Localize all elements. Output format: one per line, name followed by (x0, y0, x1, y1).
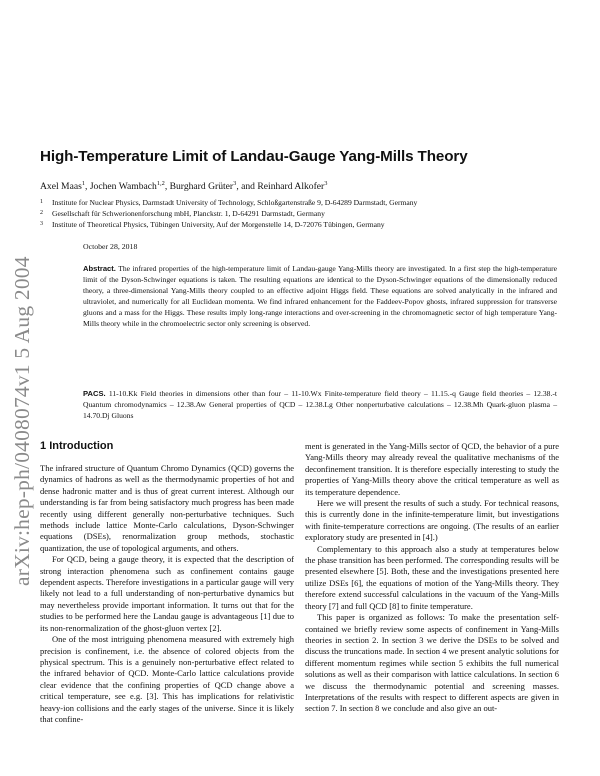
affiliation-list (40, 197, 560, 231)
paragraph: Here we will present the results of such a study. For technical reasons, this is currently done in the infinite-temperature limit, but investigations with finite-temperature corrections are ongoing. (The results of an earlier exploratory study are presented in [4].) (305, 498, 559, 543)
paragraph: ment is generated in the Yang-Mills sector of QCD, the behavior of a pure Yang-Mills theory may already reveal the qualitative mechanisms of the deconfinement transition. It is therefore especially interesting to study the properties of Yang-Mills theory above the critical temperature as well as its temperature dependence. (305, 441, 559, 497)
author: Burghard Grüter$^3$, and (169, 180, 258, 193)
abstract (83, 264, 557, 329)
paragraph: Complementary to this approach also a study at temperatures below the phase transition has been performed. The corresponding results will be presented elsewhere [5]. Both, these and the investigations presented here utilize DSEs [6], the equations of motion of the Yang-Mills theory. They therefore extend successful calculations in the vacuum of the Yang-Mills theory [7] and full QCD [8] to finite temperature. (305, 543, 559, 611)
author: Axel Maas$^1$, (40, 180, 90, 193)
affiliation: 3 Institute of Theoretical Physics, Tübingen University, Auf der Morgenstelle 14, D-72076 Tübingen, Germany (40, 220, 385, 230)
pacs-codes (83, 389, 557, 422)
arxiv-identifier: arXiv:hep-ph/0408074v1 5 Aug 2004 (10, 256, 34, 586)
left-column (40, 463, 294, 725)
paragraph: One of the most intriguing phenomena measured with extremely high precision is confinement, i.e. the absence of colored objects from the physical spectrum. This is a genuinely non-perturbative effect related to the infrared behavior of QCD. Monte-Carlo lattice calculations provide clear evidence that the confining properties of QCD change above a critical temperature, see e.g. [3]. This has implications for relativistic heavy-ion collisions and the early stages of the universe. Since it is likely that confine- (40, 634, 294, 724)
section-heading: 1 Introduction (40, 440, 114, 452)
pacs-text: 11-10.Kk Field theories in dimensions other than four – 11-10.Wx Finite-temperature field theory – 11.15.-q Gauge field theories – 12.38.-t Quantum chromodynamics – 12.38.Aw General properties of QCD – 12.38.Lg Other nonperturbative calculations – 12.38.Mh Quark-gluon plasma – 14.70.Dj Gluons (83, 389, 557, 420)
arxiv-sidebar-stamp (4, 200, 44, 590)
paper-title: High-Temperature Limit of Landau-Gauge Yang-Mills Theory (40, 148, 468, 165)
abstract-label: Abstract. (83, 264, 116, 273)
paper-date: October 28, 2018 (83, 242, 138, 251)
paragraph: The infrared structure of Quantum Chromo Dynamics (QCD) governs the dynamics of hadrons as well as the thermodynamic properties of hot and dense hadronic matter and is thus of great current interest. Although our understanding is far from being satisfactory much progress has been made recently using different generally non-perturbative techniques. Such methods include lattice Monte-Carlo calculations, Dyson-Schwinger equations (DSEs), renormalization group methods, stochastic quantization, the use of topological arguments, and others. (40, 463, 294, 553)
affiliation: 2 Gesellschaft für Schwerionenforschung mbH, Planckstr. 1, D-64291 Darmstadt, Germany (40, 209, 325, 219)
author: Jochen Wambach$^{1,2}$, (89, 180, 170, 193)
pacs-label: PACS. (83, 389, 106, 398)
affiliation: 1 Institute for Nuclear Physics, Darmstadt University of Technology, Schloßgartenstraße 9, D-64289 Darmstadt, Germany (40, 198, 418, 207)
paragraph: This paper is organized as follows: To make the presentation self-contained we briefly review some aspects of confinement in Yang-Mills theories in section 2. In section 3 we derive the DSEs to be solved and discuss the truncations made. In section 4 we present analytic solutions for different momentum regimes while section 5 exhibits the full numerical solutions as well as their comparison with lattice calculations. In section 6 we discuss the thermodynamic potential and screening masses. Interpretations of the results with respect to different aspects are given in section 7. In section 8 we conclude and also give an out- (305, 612, 559, 714)
paragraph: For QCD, being a gauge theory, it is expected that the description of strong interaction phenomena such as confinement contains gauge dependent aspects. Therefore investigations in a particular gauge will very likely not lead to a full understanding of non-perturbative dynamics but may nevertheless provide important information. It turns out that for the studies to be performed here the Landau gauge is advantageous [1] due to its non-renormalization of the ghost-gluon vertex [2]. (40, 554, 294, 633)
right-column (305, 441, 559, 715)
abstract-text: The infrared properties of the high-temperature limit of Landau-gauge Yang-Mills theory are investigated. In a first step the high-temperature limit of the Dyson-Schwinger equations is taken. The resulting equations are identical to the Dyson-Schwinger equations of the dimensionally reduced theory, a three-dimensional Yang-Mills theory coupled to an effective adjoint Higgs field. These equations are solved analytically in the infrared and ultraviolet, and numerically for all Euclidean momenta. We find infrared enhancement for the Faddeev-Popov ghosts, infrared suppression for transverse gluons and a mass for the Higgs. These results imply long-range interactions and over-screening in the chromomagnetic sector of high temperature Yang-Mills theory while in the chromoelectric sector only screening is observed. (83, 264, 558, 328)
author: Reinhard Alkofer$^3$ (257, 180, 328, 193)
author-list (40, 180, 327, 192)
